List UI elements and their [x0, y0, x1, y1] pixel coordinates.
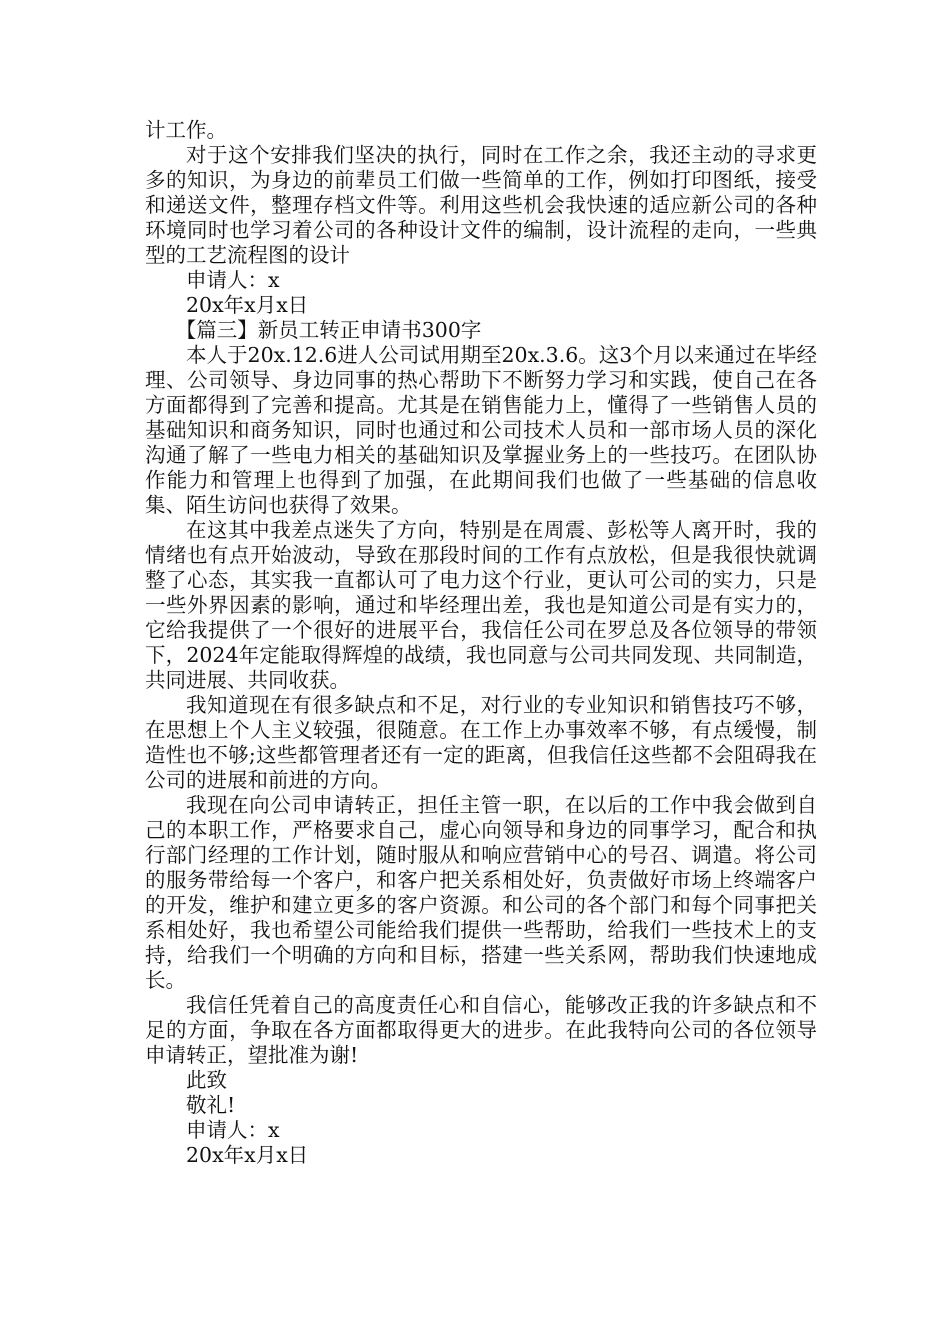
paragraph-reflection: 在这其中我差点迷失了方向，特别是在周震、彭松等人离开时，我的情绪也有点开始波动，导致在那段时间的工作有点放松，但是我很快就调整了心态，其实我一直都认可了电力这个行业，更认可公司的实力，只是一些外界因素的影响，通过和毕经理出差，我也是知道公司是有实力的，它给我提供了一个很好的进展平台，我信任公司在罗总及各位领导的带领下，2024年定能取得辉煌的战绩，我也同意与公司共同发现、共同制造，共同进展、共同收获。 — [145, 518, 817, 692]
date-line: 20x年x月x日 — [186, 293, 309, 317]
paragraph-application: 我现在向公司申请转正，担任主管一职，在以后的工作中我会做到自己的本职工作，严格要求自己，虚心向领导和身边的同事学习，配合和执行部门经理的工作计划，随时服从和响应营销中心的号召、调遣。将公司的服务带给每一个客户，和客户把关系相处好，负责做好市场上终端客户的开发，维护和建立更多的客户资源。和公司的各个部门和每个同事把关系相处好，我也希望公司能给我们提供一些帮助，给我们一些技术上的支持，给我们一个明确的方向和目标，搭建一些关系网，帮助我们快速地成长。 — [145, 793, 817, 992]
paragraph-probation-summary: 本人于20x.12.6进人公司试用期至20x.3.6。这3个月以来通过在毕经理、公司领导、身边同事的热心帮助下不断努力学习和实践，使自己在各方面都得到了完善和提高。尤其是在销售能力上，懂得了一些销售人员的基础知识和商务知识，同时也通过和公司技术人员和一部市场人员的深化沟通了解了一些电力相关的基础知识及掌握业务上的一些技巧。在团队协作能力和管理上也得到了加强，在此期间我们也做了一些基础的信息收集、陌生访问也获得了效果。 — [145, 343, 817, 517]
closing-regards: 敬礼! — [186, 1093, 236, 1117]
section-heading: 【篇三】新员工转正申请书300字 — [175, 318, 482, 342]
paragraph-intro-tail: 计工作。 — [145, 118, 227, 142]
paragraph-work-arrangement: 对于这个安排我们坚决的执行，同时在工作之余，我还主动的寻求更多的知识，为身边的前辈员工们做一些简单的工作，例如打印图纸，接受和递送文件，整理存档文件等。利用这些机会我快速的适应新公司的各种环境同时也学习着公司的各种设计文件的编制，设计流程的走向，一些典型的工艺流程图的设计 — [145, 143, 817, 267]
paragraph-commitment: 我信任凭着自己的高度责任心和自信心，能够改正我的许多缺点和不足的方面，争取在各方面都取得更大的进步。在此我特向公司的各位领导申请转正，望批准为谢! — [145, 993, 817, 1067]
applicant-line: 申请人：x — [186, 1118, 280, 1142]
paragraph-shortcomings: 我知道现在有很多缺点和不足，对行业的专业知识和销售技巧不够，在思想上个人主义较强，很随意。在工作上办事效率不够，有点缓慢，制造性也不够;这些都管理者还有一定的距离，但我信任这些都不会阻碍我在公司的进展和前进的方向。 — [145, 693, 817, 792]
closing-salutation: 此致 — [186, 1068, 227, 1092]
date-line: 20x年x月x日 — [186, 1143, 309, 1167]
document-page — [145, 118, 817, 1168]
applicant-line: 申请人：x — [186, 268, 280, 292]
